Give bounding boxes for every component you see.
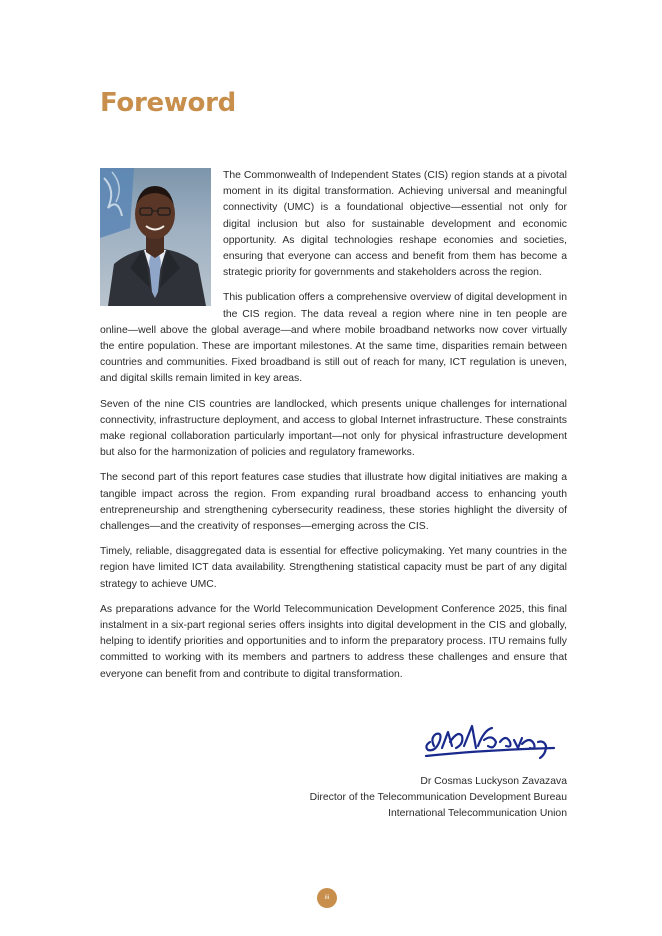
paragraph: Seven of the nine CIS countries are landlocked, which presents unique challenges for international connectivity, infrastructure deployment, and access to global Internet infrastructure. These constraints make regional collaboration particularly important—not only for physical infrastructure development but also for the harmonization of policies and regulatory frameworks. [100, 398, 567, 459]
paragraph: The second part of this report features case studies that illustrate how digital initiatives are making a tangible impact across the region. From expanding rural broadband access to enhancing youth entrepreneurship and strengthening cybersecurity readiness, these stories highlight the diversity of challenges—and the creativity of responses—emerging across the CIS. [100, 472, 567, 533]
paragraph: The Commonwealth of Independent States (CIS) region stands at a pivotal moment in its digital transformation. Achieving universal and meaningful connectivity (UMC) is a foundational objective—essential not only for digital inclusion but also for sustainable development and economic opportunity. As digital technologies reshape economies and societies, ensuring that everyone can access and benefit from them has become a strategic priority for governments and stakeholders across the region. [223, 170, 567, 279]
foreword-body [100, 168, 567, 692]
signature [422, 720, 562, 762]
paragraph: Timely, reliable, disaggregated data is essential for effective policymaking. Yet many countries in the region have limited ICT data availability. Strengthening statistical capacity must be part of any digital strategy to achieve UMC. [100, 546, 567, 590]
page-number-badge: iii [317, 888, 337, 908]
signoff-block [240, 774, 567, 822]
page-title: Foreword [100, 88, 236, 118]
author-portrait [100, 168, 211, 306]
signatory-name: Dr Cosmas Luckyson Zavazava [420, 776, 567, 787]
signatory-role: Director of the Telecommunication Development Bureau [309, 792, 567, 803]
signatory-organization: International Telecommunication Union [388, 808, 567, 819]
paragraph: As preparations advance for the World Telecommunication Development Conference 2025, this final instalment in a six-part regional series offers insights into digital development in the CIS and globally, helping to identify priorities and opportunities and to inform the preparatory process. ITU remains fully committed to working with its members and partners to address these challenges and ensure that everyone can benefit from and contribute to digital transformation. [100, 603, 567, 680]
paragraph: This publication offers a comprehensive overview of digital development in the CIS region. The data reveal a region where nine in ten people are online—well above the global average—and where mobile broadband networks now cover virtually the entire population. These are important milestones. At the same time, disparities remain between countries and communities. Fixed broadband is still out of reach for many, ICT regulation is uneven, and digital skills remain limited in key areas. [100, 292, 567, 385]
